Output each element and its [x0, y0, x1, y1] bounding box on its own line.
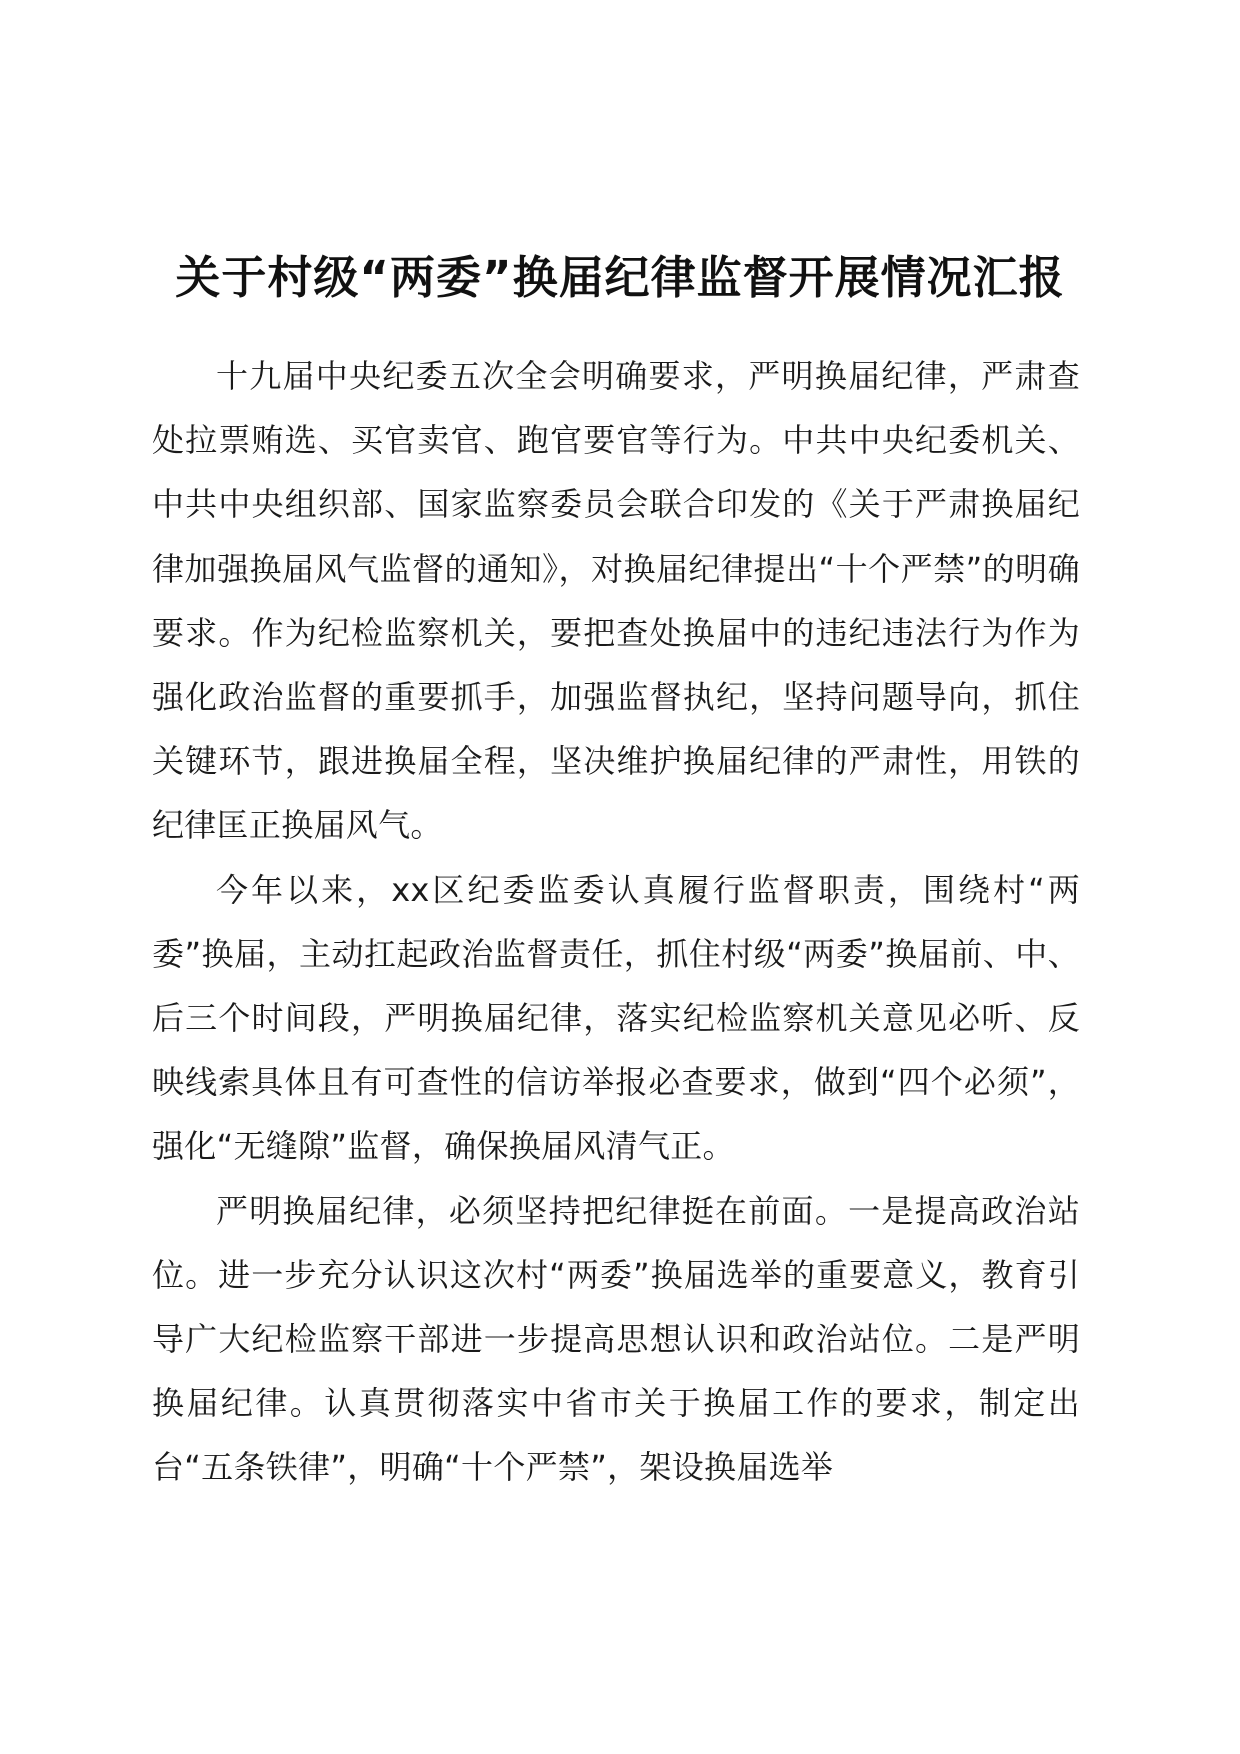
paragraph-3: 严明换届纪律，必须坚持把纪律挺在前面。一是提高政治站位。进一步充分认识这次村“两委”换届选举的重要意义，教育引导广大纪检监察干部进一步提高思想认识和政治站位。二是严明换届纪律。认真贯彻落实中省市关于换届工作的要求，制定出台“五条铁律”，明确“十个严禁”，架设换届选举	[152, 1191, 1080, 1487]
paragraph-1: 十九届中央纪委五次全会明确要求，严明换届纪律，严肃查处拉票贿选、买官卖官、跑官要官等行为。中共中央纪委机关、中共中央组织部、国家监察委员会联合印发的《关于严肃换届纪律加强换届风气监督的通知》，对换届纪律提出“十个严禁”的明确要求。作为纪检监察机关，要把查处换届中的违纪违法行为作为强化政治监督的重要抓手，加强监督执纪，坚持问题导向，抓住关键环节，跟进换届全程，坚决维护换届纪律的严肃性，用铁的纪律匡正换届风气。	[152, 357, 1080, 845]
document-body	[152, 344, 1080, 1500]
paragraph-2: 今年以来，xx区纪委监委认真履行监督职责，围绕村“两委”换届，主动扛起政治监督责任，抓住村级“两委”换届前、中、后三个时间段，严明换届纪律，落实纪检监察机关意见必听、反映线索具体且有可查性的信访举报必查要求，做到“四个必须”，强化“无缝隙”监督，确保换届风清气正。	[152, 870, 1080, 1166]
document-title: 关于村级“两委”换届纪律监督开展情况汇报	[175, 251, 1065, 304]
